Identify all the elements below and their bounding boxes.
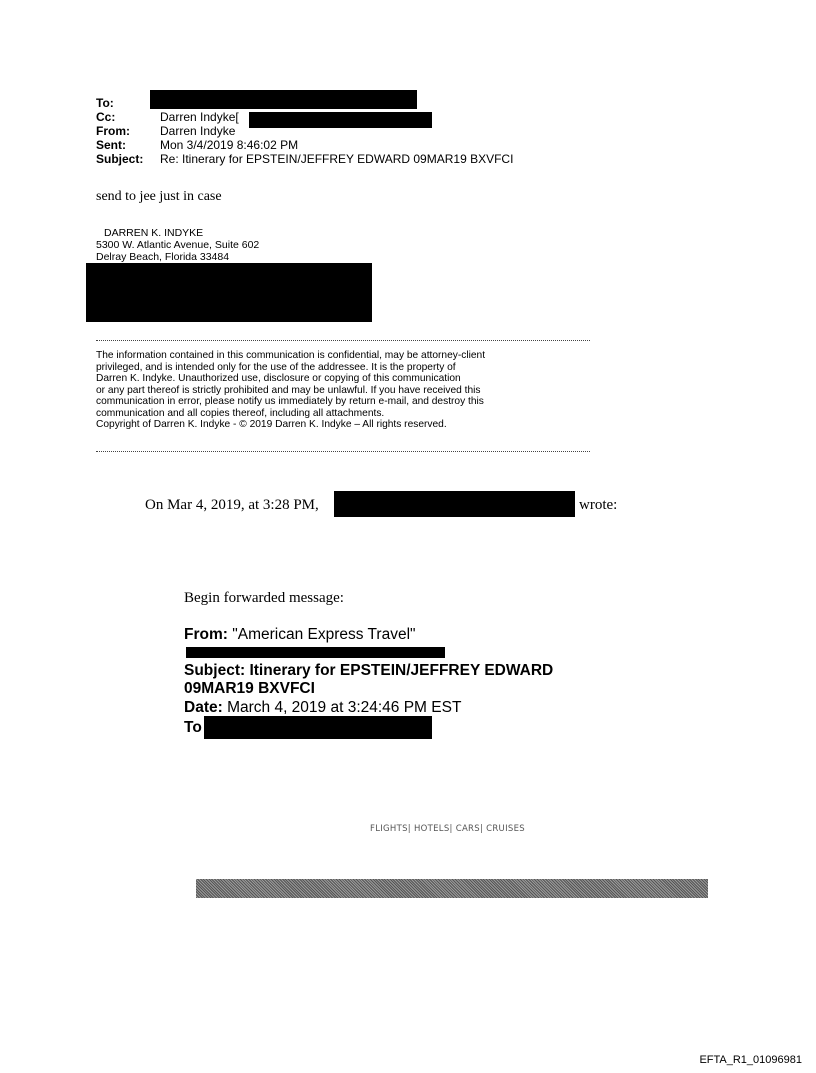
forwarded-from [184, 626, 416, 644]
sent-label: Sent: [96, 138, 126, 152]
quoted-prefix: On Mar 4, 2019, at 3:28 PM, [145, 497, 319, 513]
to-label: To: [96, 96, 114, 110]
divider-top [96, 340, 590, 343]
forwarded-from-label: From: [184, 626, 228, 643]
sent-value: Mon 3/4/2019 8:46:02 PM [160, 138, 299, 152]
disclaimer-line: Darren K. Indyke. Unauthorized use, disclosure or copying of this communication [96, 373, 461, 384]
redaction-forwarded-email [186, 647, 445, 658]
forwarded-from-value: "American Express Travel" [227, 626, 416, 643]
disclaimer-line: communication in error, please notify us immediately by return e-mail, and destroy this [96, 396, 484, 407]
forwarded-date-label: Date: [184, 699, 223, 716]
hatched-banner [196, 879, 708, 898]
disclaimer-line: The information contained in this communication is confidential, may be attorney-client [96, 350, 486, 361]
signature-name: DARREN K. INDYKE [104, 227, 204, 239]
body-text: send to jee just in case [96, 189, 222, 204]
forwarded-date [184, 699, 461, 717]
forwarded-subject-line-1 [184, 662, 553, 680]
forwarded-subject-label: Subject: [184, 662, 250, 679]
from-label: From: [96, 124, 130, 138]
redaction-quoted-sender [334, 491, 575, 517]
cc-value: Darren Indyke[ [160, 110, 239, 124]
forwarded-to [184, 719, 202, 737]
subject-value: Re: Itinerary for EPSTEIN/JEFFREY EDWARD 09MAR19 BXVFCI [160, 152, 514, 166]
redaction-signature [86, 263, 372, 322]
document-id: EFTA_R1_01096981 [699, 1054, 802, 1066]
forwarded-subject-value-2: 09MAR19 BXVFCI [184, 680, 315, 697]
disclaimer-line: or any part thereof is strictly prohibited and may be unlawful. If you have received this [96, 384, 481, 396]
disclaimer-line: privileged, and is intended only for the use of the addressee. It is the property of [96, 361, 456, 373]
forwarded-subject-line-2 [184, 680, 315, 698]
disclaimer [96, 350, 596, 431]
redaction-to [150, 90, 417, 109]
from-value: Darren Indyke [160, 124, 236, 138]
redaction-forwarded-to [204, 716, 432, 739]
disclaimer-line: Copyright of Darren K. Indyke - © 2019 Darren K. Indyke – All rights reserved. [96, 419, 447, 430]
travel-nav-links: FLIGHTS| HOTELS| CARS| CRUISES [370, 824, 525, 834]
cc-label: Cc: [96, 110, 116, 124]
disclaimer-line: communication and all copies thereof, including all attachments. [96, 407, 385, 419]
subject-label: Subject: [96, 152, 144, 166]
quoted-suffix: wrote: [579, 497, 618, 513]
forwarded-intro: Begin forwarded message: [184, 590, 344, 606]
redaction-cc [249, 112, 432, 128]
signature-address-2: Delray Beach, Florida 33484 [96, 251, 230, 263]
forwarded-to-label: To [184, 719, 202, 736]
forwarded-subject-value: Itinerary for EPSTEIN/JEFFREY EDWARD [249, 662, 554, 679]
divider-bottom [96, 451, 590, 454]
signature-address-1: 5300 W. Atlantic Avenue, Suite 602 [96, 239, 260, 251]
forwarded-date-value: March 4, 2019 at 3:24:46 PM EST [222, 699, 462, 716]
